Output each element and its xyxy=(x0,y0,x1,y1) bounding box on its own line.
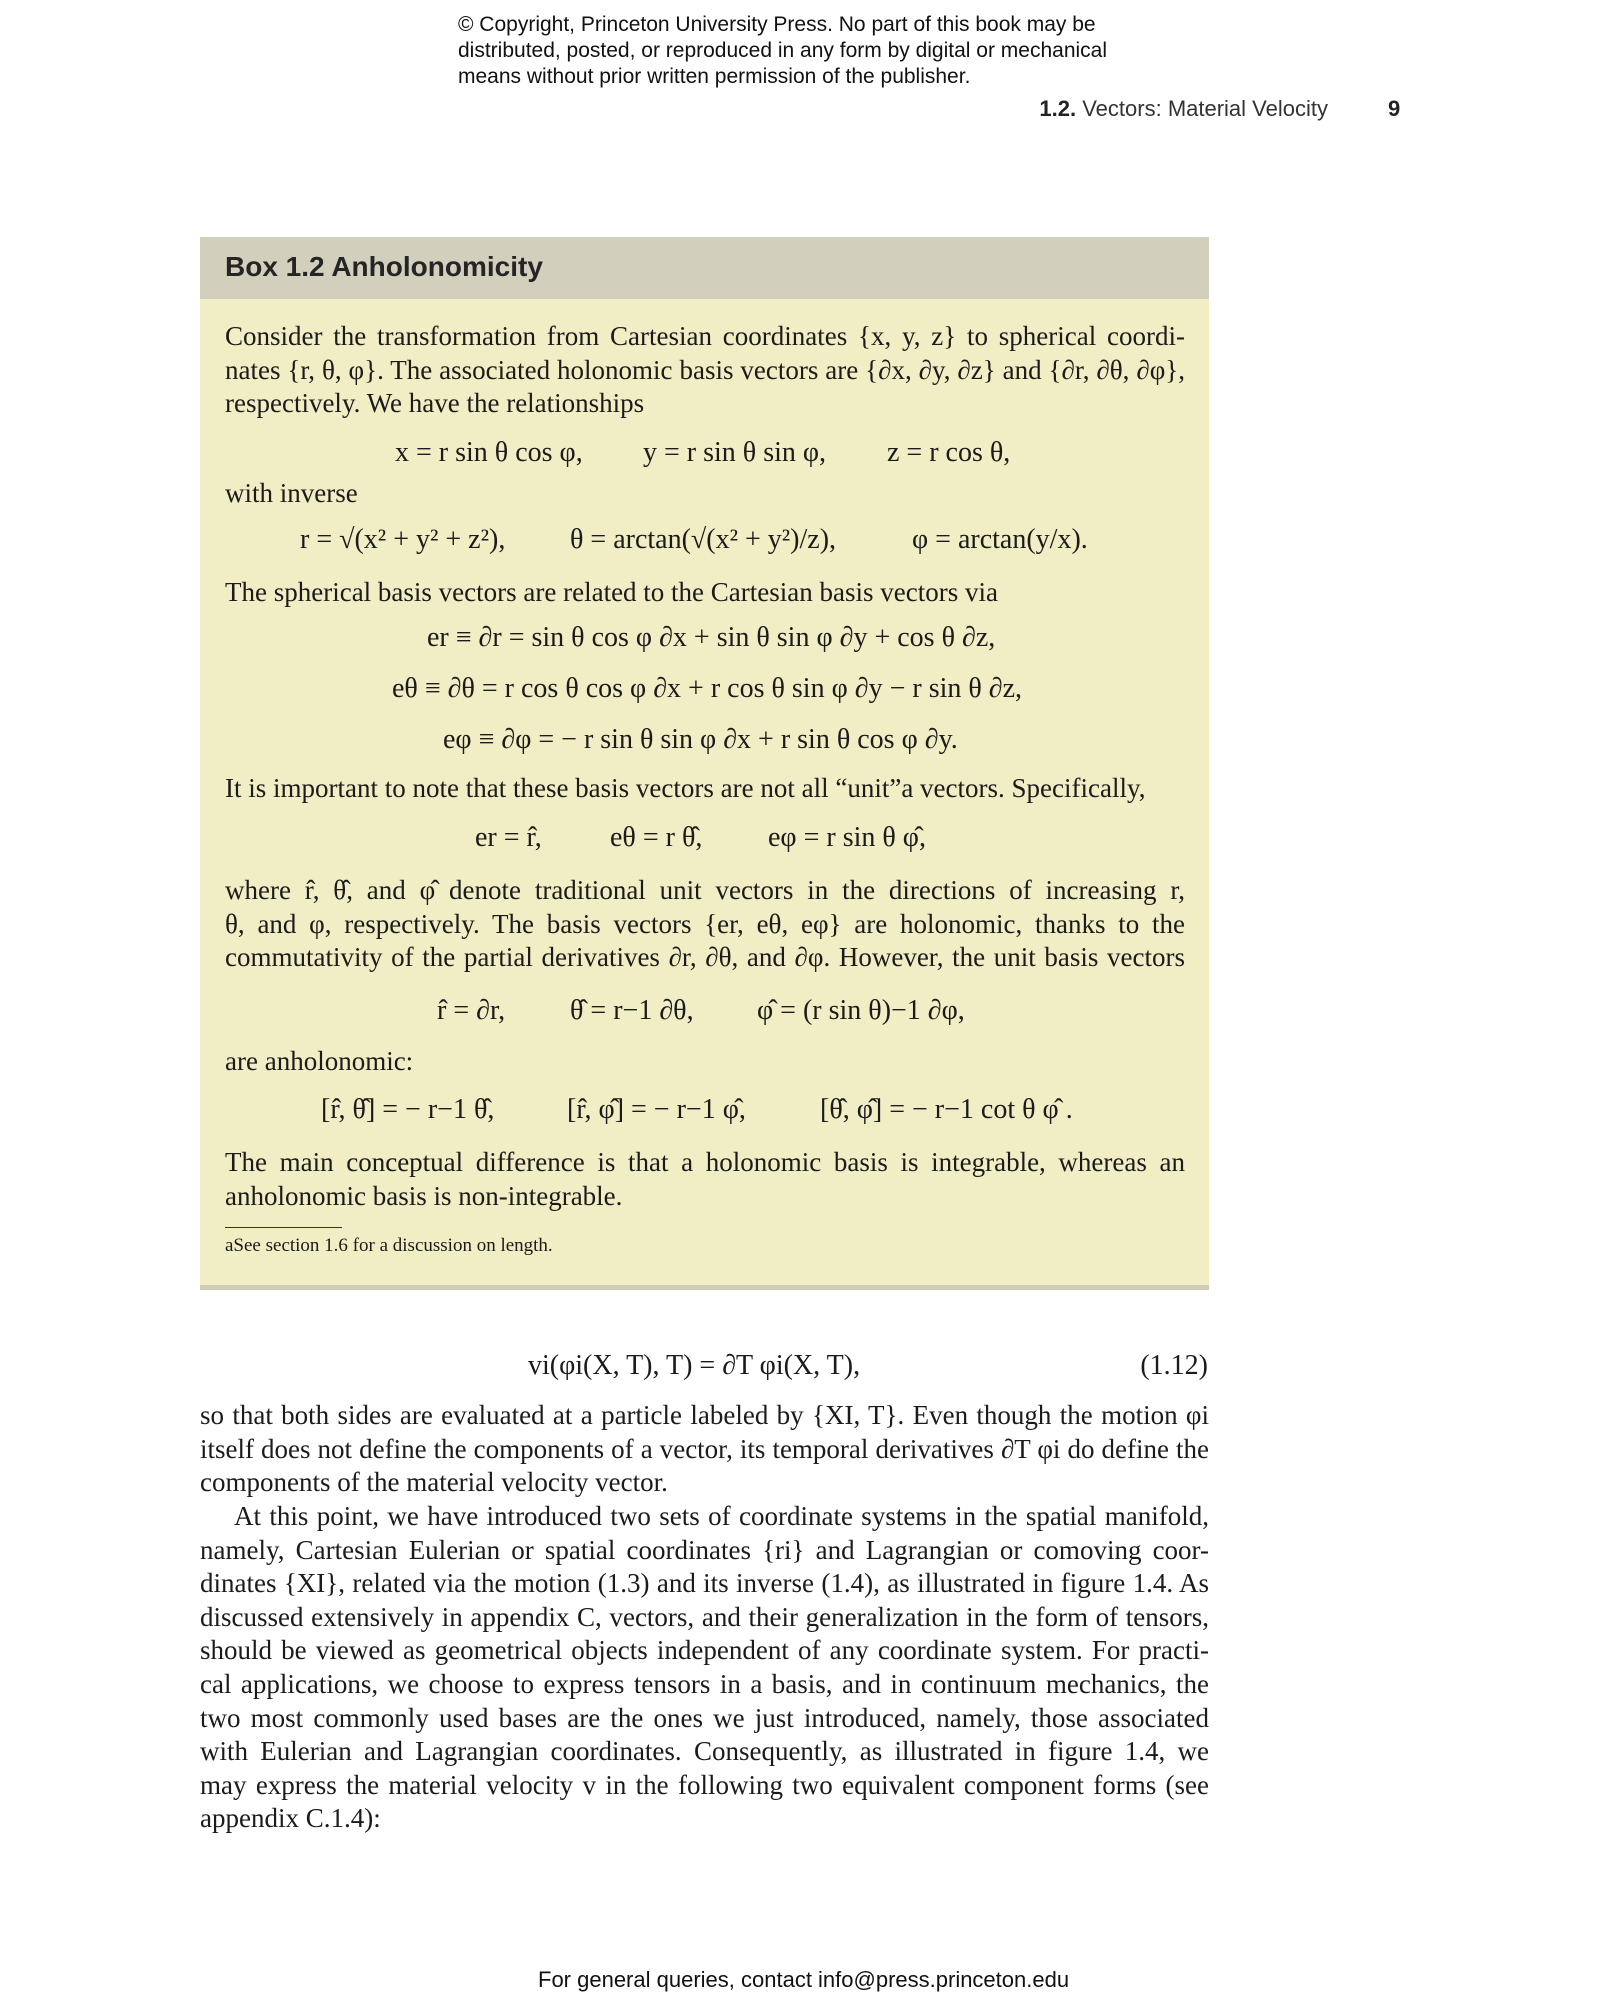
equation-ephi: eφ ≡ ∂φ = − r sin θ sin φ ∂x + r sin θ cos φ ∂y. xyxy=(443,724,958,755)
box-header xyxy=(200,237,1209,299)
equation-etheta: eθ ≡ ∂θ = r cos θ cos φ ∂x + r cos θ sin φ ∂y − r sin θ ∂z, xyxy=(392,673,1023,704)
text-line: may express the material velocity v in the following two equivalent component forms (see xyxy=(200,1769,1209,1800)
equation-number: (1.12) xyxy=(1140,1350,1208,1381)
unit-note-text: It is important to note that these basis vectors are not all “unit”a vectors. Specifically, xyxy=(225,773,1146,803)
box-title: Box 1.2 Anholonomicity xyxy=(225,251,543,282)
equation-1-12: vi(φi(X, T), T) = ∂T φi(X, T), xyxy=(528,1350,861,1381)
equation-etheta-unit: eθ = r θ̂, xyxy=(610,822,703,853)
text-line: dinates {XI}, related via the motion (1.3) and its inverse (1.4), as illustrated in figure 1.4. As xyxy=(200,1568,1209,1599)
text-line: discussed extensively in appendix C, vectors, and their generalization in the form of tensors, xyxy=(200,1601,1209,1632)
text-line: At this point, we have introduced two sets of coordinate systems in the spatial manifold, xyxy=(234,1501,1209,1531)
copyright-notice xyxy=(458,12,1218,90)
body-paragraph-1 xyxy=(200,1399,1209,1500)
text-line: nates {r, θ, φ}. The associated holonomic basis vectors are {∂x, ∂y, ∂z} and {∂r, ∂θ, ∂φ}, xyxy=(225,354,1185,385)
section-title: Vectors: Material Velocity xyxy=(1082,96,1328,121)
text-line: commutativity of the partial derivatives ∂r, ∂θ, and ∂φ. However, the unit basis vectors xyxy=(225,942,1185,972)
commutator-theta-phi: [θ̂, φ̂] = − r−1 cot θ φ̂ . xyxy=(820,1094,1073,1125)
copyright-line: distributed, posted, or reproduced in any form by digital or mechanical xyxy=(458,39,1108,62)
text-line: two most commonly used bases are the ones we just introduced, namely, those associated xyxy=(200,1702,1209,1733)
text-line: Consider the transformation from Cartesian coordinates {x, y, z} to spherical coordi- xyxy=(225,321,1185,351)
text-line: θ, and φ, respectively. The basis vectors {er, eθ, eφ} are holonomic, thanks to the xyxy=(225,908,1185,939)
text-line: components of the material velocity vector. xyxy=(200,1467,668,1498)
text-line: so that both sides are evaluated at a particle labeled by {XI, T}. Even though the motion φi xyxy=(200,1400,1209,1430)
equation-phihat: φ̂ = (r sin θ)−1 ∂φ, xyxy=(757,995,965,1026)
equation-rhat: r̂ = ∂r, xyxy=(437,995,506,1026)
footnote-divider xyxy=(225,1227,342,1228)
text-line: cal applications, we choose to express tensors in a basis, and in continuum mechanics, the xyxy=(200,1668,1209,1699)
equation-x: x = r sin θ cos φ, xyxy=(395,437,583,468)
copyright-line: © Copyright, Princeton University Press. No part of this book may be xyxy=(458,13,1096,36)
text-line: itself does not define the components of a vector, its temporal derivatives ∂T φi do define the xyxy=(200,1433,1209,1464)
equation-y: y = r sin θ sin φ, xyxy=(643,437,827,468)
text-line: appendix C.1.4): xyxy=(200,1803,381,1834)
text-line: with Eulerian and Lagrangian coordinates. Consequently, as illustrated in figure 1.4, we xyxy=(200,1736,1209,1767)
section-number: 1.2. xyxy=(1039,96,1077,121)
box-intro-paragraph xyxy=(225,320,1185,421)
copyright-line: means without prior written permission of the publisher. xyxy=(458,65,971,88)
equation-er-unit: er = r̂, xyxy=(475,822,542,853)
text-line: anholonomic basis is non-integrable. xyxy=(225,1180,623,1211)
text-line: respectively. We have the relationships xyxy=(225,388,645,418)
are-anholonomic-text: are anholonomic: xyxy=(225,1046,414,1076)
equation-r-inverse: r = √(x² + y² + z²), xyxy=(300,524,506,555)
footer-contact: For general queries, contact info@press.princeton.edu xyxy=(538,1967,1070,1992)
body-paragraph-2 xyxy=(200,1500,1209,1836)
text-line: where r̂, θ̂, and φ̂ denote traditional unit vectors in the directions of increasing r, xyxy=(225,875,1185,905)
text-line: should be viewed as geometrical objects independent of any coordinate system. For practi- xyxy=(200,1635,1209,1666)
equation-z: z = r cos θ, xyxy=(887,437,1011,468)
running-head xyxy=(1039,96,1328,122)
equation-er: er ≡ ∂r = sin θ cos φ ∂x + sin θ sin φ ∂y + cos θ ∂z, xyxy=(427,622,996,653)
with-inverse-text: with inverse xyxy=(225,478,358,508)
box-footnote: aSee section 1.6 for a discussion on length. xyxy=(225,1235,553,1256)
equation-thetahat: θ̂ = r−1 ∂θ, xyxy=(570,995,694,1026)
equation-theta-inverse: θ = arctan(√(x² + y²)/z), xyxy=(570,524,837,555)
text-line: The main conceptual difference is that a holonomic basis is integrable, whereas an xyxy=(225,1147,1185,1177)
commutator-r-theta: [r̂, θ̂] = − r−1 θ̂, xyxy=(321,1094,495,1125)
equation-phi-inverse: φ = arctan(y/x). xyxy=(912,524,1088,555)
text-line: namely, Cartesian Eulerian or spatial coordinates {ri} and Lagrangian or comoving coor- xyxy=(200,1534,1209,1565)
conclusion-paragraph xyxy=(225,1146,1185,1213)
page-number: 9 xyxy=(1388,96,1401,121)
spherical-intro-text: The spherical basis vectors are related to the Cartesian basis vectors via xyxy=(225,577,998,607)
commutator-r-phi: [r̂, φ̂] = − r−1 φ̂, xyxy=(567,1094,746,1125)
equation-ephi-unit: eφ = r sin θ φ̂, xyxy=(768,822,926,853)
where-paragraph xyxy=(225,874,1185,975)
